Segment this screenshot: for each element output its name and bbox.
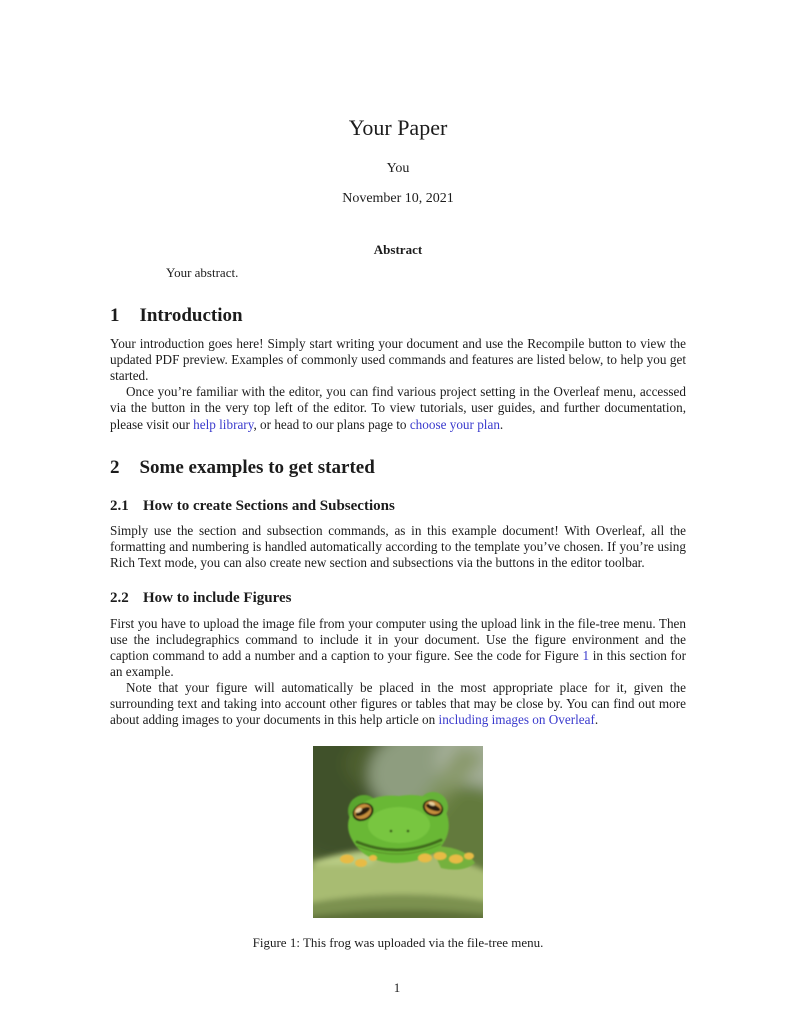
paper-date: November 10, 2021 xyxy=(342,191,454,207)
figure-1-reference-link[interactable]: 1 xyxy=(582,648,590,663)
including-images-link[interactable]: including images on Overleaf xyxy=(438,712,595,728)
subsection-2-2-number: 2.2 xyxy=(110,590,129,607)
section-2-heading xyxy=(110,458,686,479)
section-1-paragraph-1: Your introduction goes here! Simply start writing your document and use the Recompile button to view the updated PDF preview. Examples of commonly used commands and features are listed below, to help you get started. xyxy=(110,336,686,384)
figure-1 xyxy=(110,746,686,918)
frog-snout-highlight xyxy=(368,807,430,843)
paragraph-text: in this section for an example. xyxy=(110,648,686,680)
paper-author: You xyxy=(386,161,410,177)
figure-1-caption: Figure 1: This frog was uploaded via the file-tree menu. xyxy=(252,935,544,951)
frog-nostril-left xyxy=(390,830,393,833)
paragraph-text: . xyxy=(499,416,504,432)
section-1-heading xyxy=(110,306,686,327)
abstract-heading: Abstract xyxy=(373,242,423,258)
page-number: 1 xyxy=(393,980,401,995)
paragraph-text: , or head to our plans page to xyxy=(253,416,410,432)
frog-photo xyxy=(313,746,483,918)
subsection-2-2-heading xyxy=(110,590,686,607)
section-2-title: Some examples to get started xyxy=(139,456,375,478)
subsection-2-1-heading xyxy=(110,498,686,515)
page-content xyxy=(110,0,686,951)
subsection-2-2-paragraph-1 xyxy=(110,616,686,680)
frog-nostril-right xyxy=(407,830,410,833)
subsection-2-2-paragraph-2 xyxy=(110,680,686,728)
help-library-link[interactable]: help library xyxy=(193,416,254,432)
paragraph-text: First you have to upload the image file from your computer using the upload link in the file-tree menu. Then use the includegraphics command to include it in your document. Use the figure environment and the caption command to add a number and a caption to your figure. See the code for Figure xyxy=(110,615,686,663)
abstract-text: Your abstract. xyxy=(166,265,239,281)
subsection-2-1-title: How to create Sections and Subsections xyxy=(143,497,395,514)
paragraph-text: . xyxy=(594,712,599,728)
subsection-2-1-paragraph-1: Simply use the section and subsection commands, as in this example document! With Overleaf, all the formatting and numbering is handled automatically according to the template you’ve chosen. If you’re using Rich Text mode, you can also create new section and subsections via the buttons in the editor toolbar. xyxy=(110,523,686,571)
section-1-paragraph-2 xyxy=(110,384,686,432)
section-1-title: Introduction xyxy=(139,305,243,327)
subsection-2-1-number: 2.1 xyxy=(110,497,129,514)
paragraph-text: Once you’re familiar with the editor, you can find various project setting in the Overleaf menu, accessed via the button in the very top left of the editor. To view tutorials, user guides, and further documentation, please visit our xyxy=(110,384,686,432)
section-1-number: 1 xyxy=(110,305,120,327)
paragraph-text: Note that your figure will automatically be placed in the most appropriate place for it, given the surrounding text and taking into account other figures or tables that may be close by. You can find out more about adding images to your documents in this help article on xyxy=(110,680,686,728)
subsection-2-2-title: How to include Figures xyxy=(143,590,292,607)
section-2-number: 2 xyxy=(110,456,120,478)
paper-title: Your Paper xyxy=(348,115,448,140)
choose-your-plan-link[interactable]: choose your plan xyxy=(409,416,500,432)
